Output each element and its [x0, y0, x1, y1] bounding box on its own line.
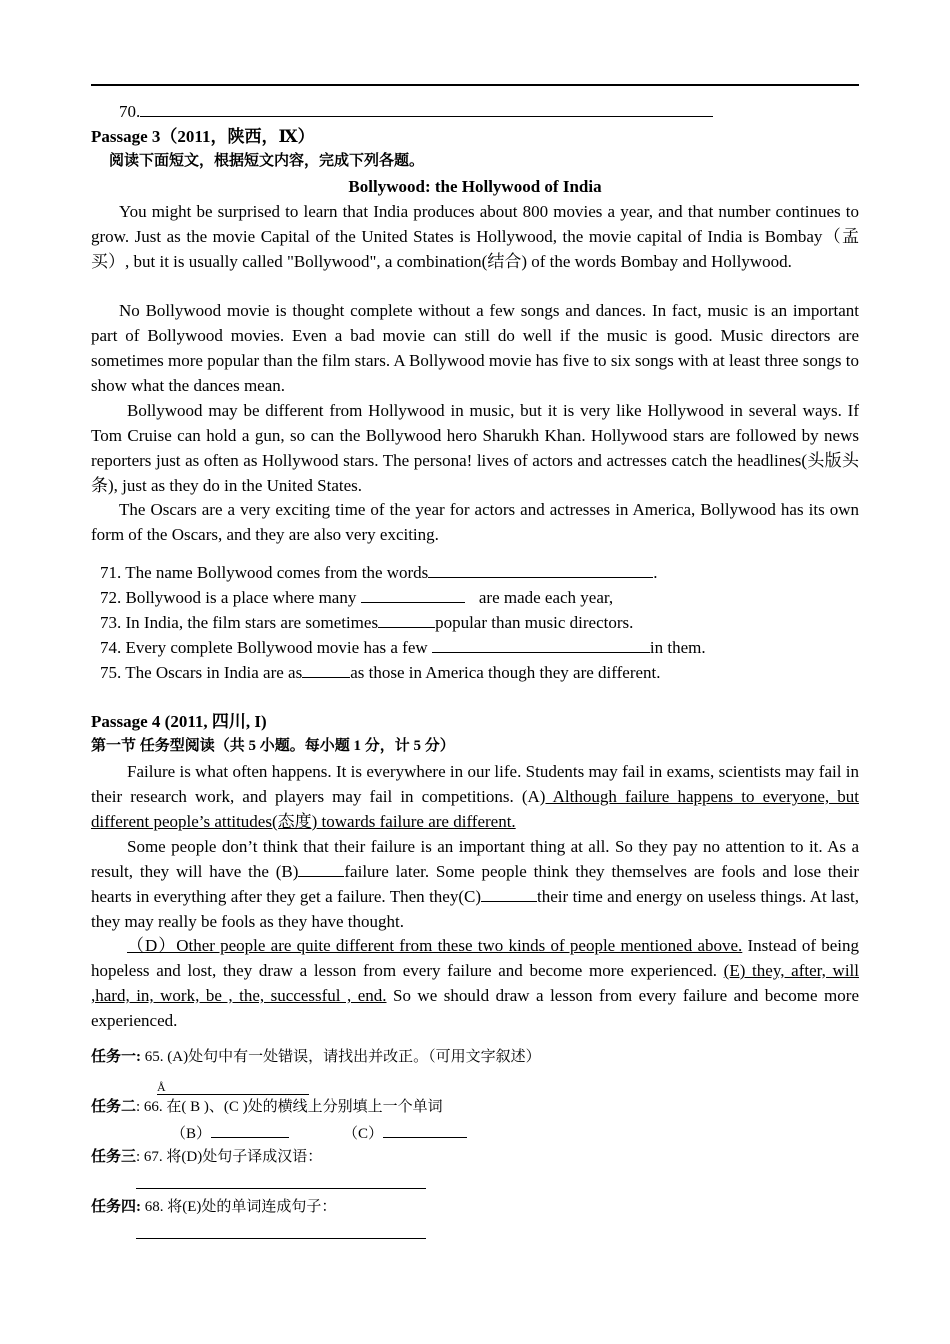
- passage-3-paragraph-1: You might be surprised to learn that India produces about 800 movies a year, and that number continues to grow. Just as the movie Capital of the United States is Hollywood, the movie capital of India is Bombay（孟买）, but it is usually called "Bollywood", a combination(结合) of the words Bombay and Hollywood.: [91, 202, 859, 271]
- passage-3-title: Bollywood: the Hollywood of India: [348, 177, 602, 196]
- underlined-sentence-d: （D）Other people are quite different from these two kinds of people mentioned above.: [127, 936, 743, 955]
- passage-4-paragraph-2: Some people don’t think that their failure is an important thing at all. So they pay no attention to it. As a result, they will have the (B) failure later. Some people think they themselves are fools and lose their hearts in everything after they get a failure. Then they(C) their time and energy on useless things. At last, they may really be fools as they have thought.: [91, 837, 859, 931]
- passage-3-instruction: 阅读下面短文，根据短文内容，完成下列各题。: [109, 153, 425, 169]
- passage-4-section: 第一节 任务型阅读（共 5 小题。每小题 1 分，计 5 分）: [91, 738, 455, 754]
- blank-c[interactable]: [481, 884, 537, 902]
- underlined-sentence-a: Although failure happens to everyone, but different people’s attitudes(态度) towards failure are different.: [91, 787, 859, 831]
- question-70: 70.: [119, 99, 713, 124]
- task-1-answer-blank[interactable]: Å: [157, 1080, 309, 1095]
- answer-blank[interactable]: [140, 99, 713, 117]
- passage-4-paragraph-1: Failure is what often happens. It is everywhere in our life. Students may fail in exams, scientists may fail in their research work, and players may fail in competitions. (A) Although failure happens to everyone, but different people’s attitudes(态度) towards failure are different.: [91, 762, 859, 831]
- underlined-words-e: (E) they, after, will ,hard, in, work, be , the, successful , end.: [91, 961, 859, 1005]
- question-73: 73. In India, the film stars are sometimes popular than music directors.: [100, 610, 633, 635]
- task-1-answer: [157, 1070, 309, 1095]
- question-72: 72. Bollywood is a place where many are made each year,: [100, 585, 613, 610]
- task-3-answer-line[interactable]: [136, 1188, 426, 1189]
- task-2-blank-b[interactable]: [211, 1120, 289, 1138]
- answer-blank[interactable]: [302, 660, 350, 678]
- task-4: 任务四: 68. 将(E)处的单词连成句子：: [91, 1199, 337, 1215]
- passage-4-heading: Passage 4 (2011, 四川, I): [91, 712, 267, 731]
- top-rule: [91, 84, 859, 86]
- blank-b[interactable]: [298, 859, 344, 877]
- task-2-blank-c[interactable]: [383, 1120, 467, 1138]
- task-1: 任务一: 65. (A)处句中有一处错误，请找出并改正。（可用文字叙述）: [91, 1049, 541, 1065]
- task-2-answers: （B） （C）: [171, 1120, 467, 1147]
- answer-blank[interactable]: [428, 560, 653, 578]
- passage-3-paragraph-3: Bollywood may be different from Hollywood in music, but it is very like Hollywood in several ways. If Tom Cruise can hold a gun, so can the Bollywood hero Sharukh Khan. Hollywood stars are followed by news reporters just as often as Hollywood stars. The persona! lives of actors and actresses catch the headlines(头版头条), just as they do in the United States.: [91, 401, 859, 495]
- question-75: 75. The Oscars in India are as as those in America though they are different.: [100, 660, 661, 685]
- task-4-answer-line[interactable]: [136, 1238, 426, 1239]
- task-3: 任务三: 67. 将(D)处句子译成汉语：: [91, 1149, 323, 1165]
- task-2: 任务二: 66. 在( B )、(C )处的横线上分别填上一个单词: [91, 1099, 443, 1115]
- answer-blank[interactable]: [361, 585, 465, 603]
- passage-3-paragraph-4: The Oscars are a very exciting time of the year for actors and actresses in America, Bollywood has its own form of the Oscars, and they are also very exciting.: [91, 500, 859, 544]
- answer-blank[interactable]: [432, 635, 650, 653]
- question-74: 74. Every complete Bollywood movie has a few in them.: [100, 635, 706, 660]
- passage-4-paragraph-3: （D）Other people are quite different from these two kinds of people mentioned above. Instead of being hopeless and lost, they draw a lesson from every failure and become more experienced. (E) they, after, will ,hard, in, work, be , the, successful , end. So we should draw a lesson from every failure and become more experienced.: [91, 936, 859, 1030]
- question-71: 71. The name Bollywood comes from the words .: [100, 560, 658, 585]
- passage-3-heading: Passage 3（2011，陕西，Ⅸ）: [91, 127, 315, 146]
- passage-3-paragraph-2: No Bollywood movie is thought complete without a few songs and dances. In fact, music is an important part of Bollywood movies. Even a bad movie can still do well if the music is good. Music directors are sometimes more popular than the film stars. A Bollywood movie has five to six songs with at least three songs to show what the dances mean.: [91, 301, 859, 395]
- answer-blank[interactable]: [378, 610, 435, 628]
